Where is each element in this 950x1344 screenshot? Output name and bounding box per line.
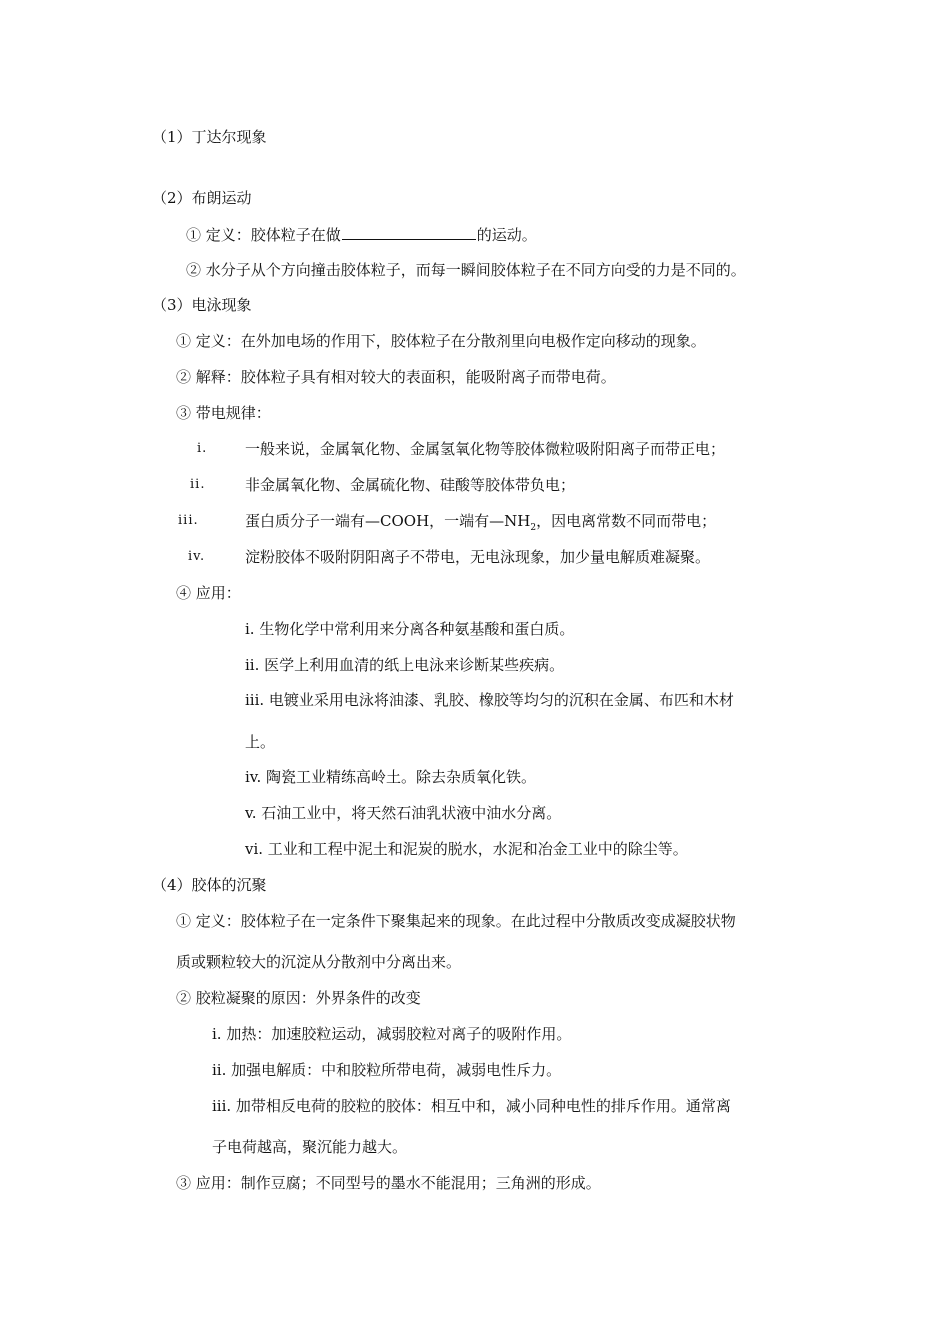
rule-number: i. bbox=[197, 441, 208, 456]
section-2-definition bbox=[186, 224, 537, 245]
section-2-title: （2）布朗运动 bbox=[152, 189, 252, 207]
rule-text-a: 蛋白质分子一端有—COOH，一端有—NH bbox=[245, 512, 531, 530]
section-4-application: ③ 应用：制作豆腐；不同型号的墨水不能混用；三角洲的形成。 bbox=[176, 1174, 601, 1192]
fill-in-blank[interactable] bbox=[342, 224, 476, 240]
section-4-definition: ① 定义：胶体粒子在一定条件下聚集起来的现象。在此过程中分散质改变成凝胶状物 bbox=[176, 912, 736, 930]
section-4-definition-continued: 质或颗粒较大的沉淀从分散剂中分离出来。 bbox=[176, 953, 462, 971]
section-2-item-2: ② 水分子从个方向撞击胶体粒子，而每一瞬间胶体粒子在不同方向受的力是不同的。 bbox=[186, 261, 746, 279]
rule-text-b: ，因电离常数不同而带电； bbox=[536, 512, 717, 530]
application-item: iv. 陶瓷工业精练高岭土。除去杂质氧化铁。 bbox=[245, 768, 537, 786]
section-3-explanation: ② 解释：胶体粒子具有相对较大的表面积，能吸附离子而带电荷。 bbox=[176, 368, 616, 386]
subscript: 2 bbox=[530, 523, 537, 533]
rule-text: 非金属氧化物、金属硫化物、硅酸等胶体带负电； bbox=[245, 476, 576, 494]
definition-text-after: 的运动。 bbox=[476, 226, 537, 244]
section-3-definition: ① 定义：在外加电场的作用下，胶体粒子在分散剂里向电极作定向移动的现象。 bbox=[176, 332, 706, 350]
rule-number: iii. bbox=[178, 513, 199, 528]
application-item: v. 石油工业中，将天然石油乳状液中油水分离。 bbox=[245, 804, 562, 822]
section-1-title: （1）丁达尔现象 bbox=[152, 128, 267, 146]
application-item: iii. 电镀业采用电泳将油漆、乳胶、橡胶等均匀的沉积在金属、布匹和木材 bbox=[245, 691, 734, 709]
rule-text: 淀粉胶体不吸附阴阳离子不带电，无电泳现象，加少量电解质难凝聚。 bbox=[245, 548, 711, 566]
application-item: vi. 工业和工程中泥土和泥炭的脱水，水泥和冶金工业中的除尘等。 bbox=[245, 840, 688, 858]
section-3-rules-title: ③ 带电规律： bbox=[176, 404, 271, 422]
section-3-title: （3）电泳现象 bbox=[152, 296, 252, 314]
section-3-apps-title: ④ 应用： bbox=[176, 584, 241, 602]
rule-text bbox=[245, 511, 716, 538]
rule-number: iv. bbox=[188, 549, 206, 564]
application-item-continued: 上。 bbox=[245, 733, 276, 751]
reason-item: ii. 加强电解质：中和胶粒所带电荷，减弱电性斥力。 bbox=[212, 1061, 562, 1079]
reason-item: iii. 加带相反电荷的胶粒的胶体：相互中和，减小同种电性的排斥作用。通常离 bbox=[212, 1097, 731, 1115]
section-4-reason-title: ② 胶粒凝聚的原因：外界条件的改变 bbox=[176, 989, 421, 1007]
rule-number: ii. bbox=[190, 477, 206, 492]
rule-text: 一般来说，金属氧化物、金属氢氧化物等胶体微粒吸附阳离子而带正电； bbox=[245, 440, 726, 458]
reason-item: i. 加热：加速胶粒运动，减弱胶粒对离子的吸附作用。 bbox=[212, 1025, 572, 1043]
reason-item-continued: 子电荷越高，聚沉能力越大。 bbox=[212, 1138, 408, 1156]
section-4-title: （4）胶体的沉聚 bbox=[152, 876, 267, 894]
application-item: i. 生物化学中常利用来分离各种氨基酸和蛋白质。 bbox=[245, 620, 575, 638]
definition-text-before: ① 定义：胶体粒子在做 bbox=[186, 226, 341, 244]
application-item: ii. 医学上利用血清的纸上电泳来诊断某些疾病。 bbox=[245, 656, 565, 674]
